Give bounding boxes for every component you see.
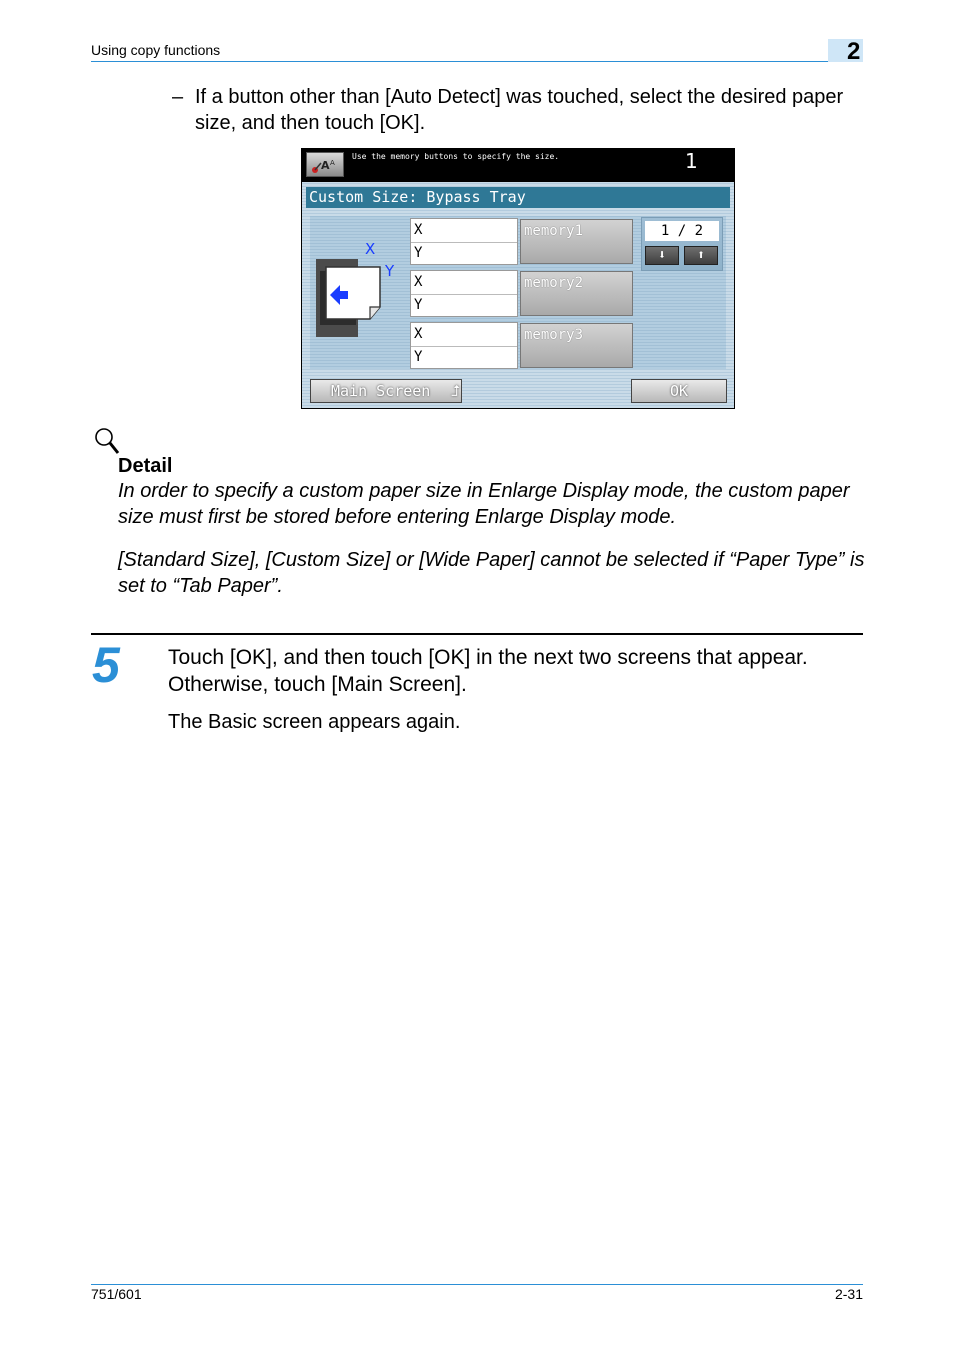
magnifier-icon	[94, 427, 120, 460]
arrow-down-icon: ⬇	[658, 248, 666, 263]
memory3-button[interactable]: memory3	[520, 323, 633, 368]
arrow-up-icon: ⬆	[697, 248, 705, 263]
chapter-number: 2	[847, 38, 861, 65]
svg-text:A: A	[330, 159, 335, 167]
memory2-button[interactable]: memory2	[520, 271, 633, 316]
page-navigation	[641, 217, 723, 271]
screen-body	[302, 182, 734, 408]
y-value: Y	[414, 297, 423, 313]
footer-page-number: 2-31	[834, 1286, 863, 1302]
bullet-dash: –	[172, 86, 184, 108]
x-axis-label: X	[365, 240, 376, 258]
memory3-size-display	[410, 322, 518, 369]
return-arrow-icon: ⮥	[451, 382, 461, 400]
y-value: Y	[414, 349, 423, 365]
screen-message: Use the memory buttons to specify the size.	[352, 152, 560, 161]
main-screen-label: Main Screen	[331, 382, 431, 400]
x-value: X	[411, 323, 517, 347]
page-indicator: 1 / 2	[645, 221, 719, 241]
copy-count: 1	[685, 149, 698, 173]
screen-message-bar	[301, 148, 735, 181]
detail-paragraph-2: [Standard Size], [Custom Size] or [Wide Paper] cannot be selected if “Paper Type” is set to “Tab Paper”.	[118, 549, 865, 597]
memory1-button[interactable]: memory1	[520, 219, 633, 264]
step-rule	[91, 633, 863, 635]
page-up-button[interactable]	[684, 246, 718, 265]
running-header: Using copy functions	[91, 42, 221, 58]
detail-heading: Detail	[118, 455, 173, 477]
step-number: 5	[92, 637, 120, 693]
memory2-size-display	[410, 270, 518, 317]
step-result: The Basic screen appears again.	[168, 711, 461, 733]
svg-text:A: A	[321, 159, 330, 172]
page-down-button[interactable]	[645, 246, 679, 265]
bullet-instruction: If a button other than [Auto Detect] was touched, select the desired paper size, and then touch [OK].	[195, 86, 844, 134]
bypass-tray-icon	[316, 257, 386, 339]
step-instruction: Touch [OK], and then touch [OK] in the next two screens that appear. Otherwise, touch [Main Screen].	[168, 646, 808, 696]
y-axis-label: Y	[385, 262, 395, 280]
main-screen-button[interactable]	[310, 379, 462, 403]
detail-paragraph-1: In order to specify a custom paper size in Enlarge Display mode, the custom paper size must first be stored before entering Enlarge Display mode.	[118, 480, 850, 528]
footer-rule	[91, 1284, 863, 1285]
x-value: X	[411, 271, 517, 295]
touch-panel-screen	[301, 148, 735, 409]
memory1-size-display	[410, 218, 518, 265]
screen-title: Custom Size: Bypass Tray	[306, 187, 730, 208]
x-value: X	[411, 219, 517, 243]
paper-tray-illustration	[316, 257, 386, 343]
footer-model: 751/601	[91, 1286, 142, 1302]
accessibility-icon[interactable]	[306, 152, 344, 177]
ok-button[interactable]: OK	[631, 379, 727, 403]
custom-size-panel	[310, 216, 726, 369]
y-value: Y	[414, 245, 423, 261]
header-rule	[91, 61, 863, 62]
